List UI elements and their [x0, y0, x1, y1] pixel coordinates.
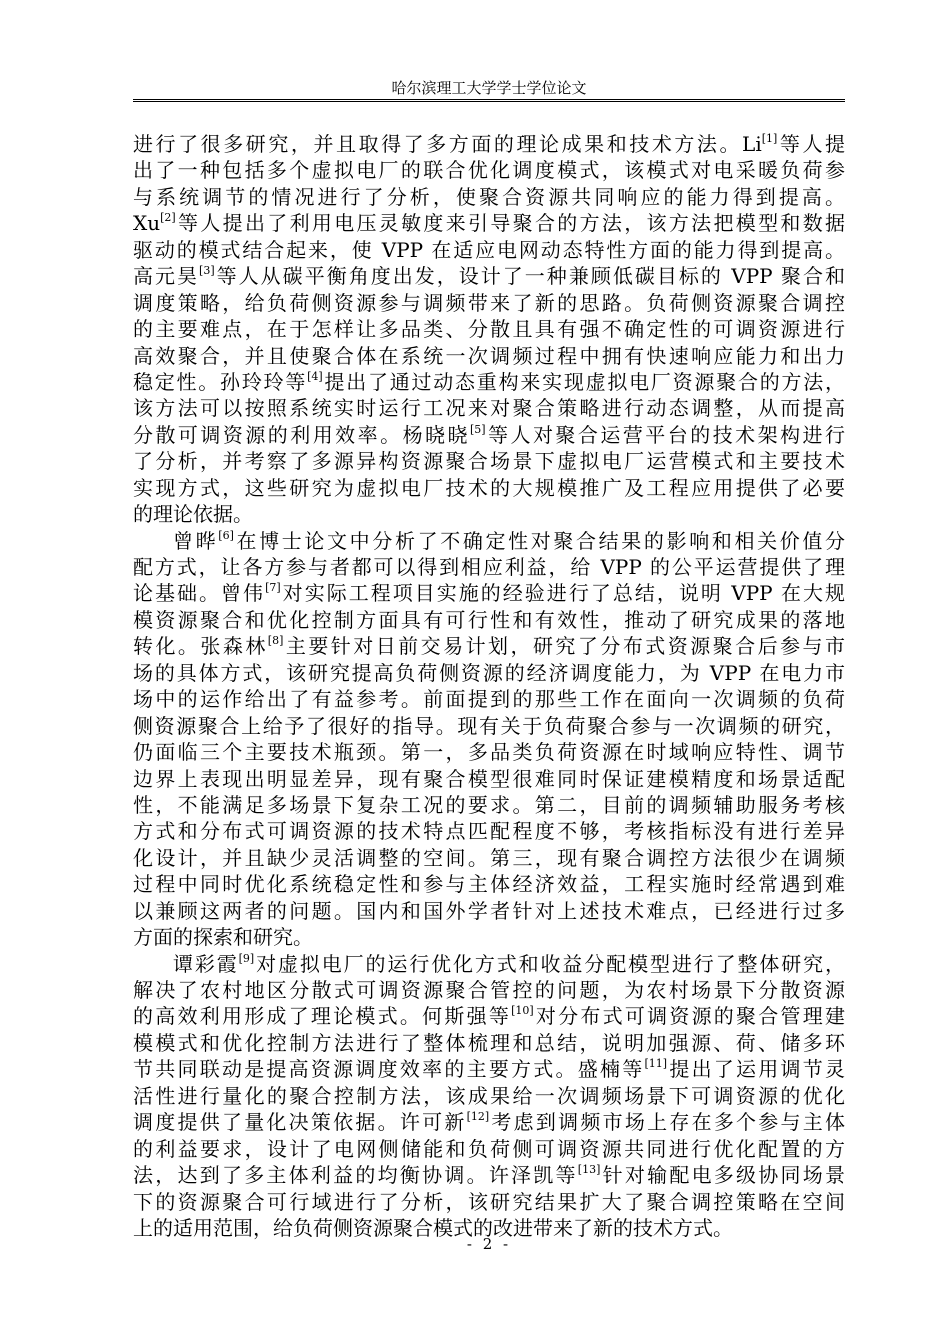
text-line: 性，不能满足多场景下复杂工况的要求。第二，目前的调频辅助服务考核	[133, 792, 845, 817]
text-line: 实现方式，这些研究为虚拟电厂技术的大规模推广及工程应用提供了必要	[133, 475, 845, 500]
text-line: 法，达到了多主体利益的均衡协调。许泽凯等[13]针对输配电多级协同场景	[133, 1163, 846, 1188]
text-line: Xu[2]等人提出了利用电压灵敏度来引导聚合的方法，该方法把模型和数据	[133, 211, 845, 236]
text-line: 方式和分布式可调资源的技术特点匹配程度不够，考核指标没有进行差异	[133, 819, 845, 844]
header-rule	[133, 99, 845, 102]
citation: [10]	[511, 1004, 534, 1018]
body-text	[133, 131, 845, 1241]
citation: [3]	[199, 264, 215, 278]
text-line: 化设计，并且缺少灵活调整的空间。第三，现有聚合调控方法很少在调频	[133, 845, 845, 870]
text-line: 高元昊[3]等人从碳平衡角度出发，设计了一种兼顾低碳目标的 VPP 聚合和	[133, 264, 846, 289]
text-line: 论基础。曾伟[7]对实际工程项目实施的经验进行了总结，说明 VPP 在大规	[133, 581, 846, 606]
text-line: 侧资源聚合上给予了很好的指导。现有关于负荷聚合参与一次调频的研究，	[133, 713, 845, 738]
text-line: 模资源聚合和优化控制方面具有可行性和有效性，推动了研究成果的落地	[133, 607, 845, 632]
text-line: 配方式，让各方参与者都可以得到相应利益，给 VPP 的公平运营提供了理	[133, 555, 845, 579]
text-line: 模模式和优化控制方法进行了整体梳理和总结，说明加强源、荷、储多环	[133, 1030, 845, 1055]
citation: [13]	[577, 1163, 601, 1177]
text-line: 场的具体方式，该研究提高负荷侧资源的经济调度能力，为 VPP 在电力市	[133, 660, 845, 685]
text-line: 分散可调资源的利用效率。杨晓晓[5]等人对聚合运营平台的技术架构进行	[133, 422, 846, 447]
text-line: 过程中同时优化系统稳定性和参与主体经济效益，工程实施时经常遇到难	[133, 872, 845, 897]
text-line: 进行了很多研究，并且取得了多方面的理论成果和技术方法。Li[1]等人提	[133, 132, 846, 156]
text-line: 调度提供了量化决策依据。许可新[12]考虑到调频市场上存在多个参与主体	[133, 1110, 846, 1135]
citation: [8]	[267, 634, 284, 648]
text-line: 出了一种包括多个虚拟电厂的联合优化调度模式，该模式对电采暖负荷参	[133, 158, 845, 183]
citation: [2]	[160, 211, 176, 225]
text-line: 高效聚合，并且使聚合体在系统一次调频过程中拥有快速响应能力和出力	[133, 343, 845, 368]
text-line: 驱动的模式结合起来，使 VPP 在适应电网动态特性方面的能力得到提高。	[133, 237, 845, 262]
text-line: 场中的运作给出了有益参考。前面提到的那些工作在面向一次调频的负荷	[133, 687, 845, 712]
citation: [11]	[644, 1057, 668, 1071]
text-line: 边界上表现出明显差异，现有聚合模型很难同时保证建模精度和场景适配	[133, 766, 845, 791]
running-header: 哈尔滨理工大学学士学位论文	[391, 79, 587, 97]
page-number: - 2 -	[466, 1235, 512, 1253]
text-line: 了分析，并考察了多源异构资源聚合场景下虚拟电厂运营模式和主要技术	[133, 449, 845, 474]
text-line: 的主要难点，在于怎样让多品类、分散且具有强不确定性的可调资源进行	[133, 317, 845, 342]
citation: [1]	[761, 132, 778, 145]
text-line: 方面的探索和研究。	[133, 925, 313, 950]
text-line: 解决了农村地区分散式可调资源聚合管控的问题，为农村场景下分散资源	[133, 978, 845, 1002]
text-line: 该方法可以按照系统实时运行工况来对聚合策略进行动态调整，从而提高	[133, 396, 845, 421]
citation: [4]	[307, 369, 323, 383]
citation: [6]	[218, 528, 234, 542]
text-line: 上的适用范围，给负荷侧资源聚合模式的改进带来了新的技术方式。	[133, 1215, 733, 1240]
text-line: 转化。张森林[8]主要针对日前交易计划，研究了分布式资源聚合后参与市	[133, 634, 846, 659]
text-line: 仍面临三个主要技术瓶颈。第一，多品类负荷资源在时域响应特性、调节	[133, 740, 845, 765]
citation: [5]	[469, 422, 486, 436]
citation: [12]	[466, 1110, 490, 1124]
text-line: 的高效利用形成了理论模式。何斯强等[10]对分布式可调资源的聚合管理建	[133, 1004, 846, 1029]
text-line: 的利益要求，设计了电网侧储能和负荷侧可调资源共同进行优化配置的方	[133, 1136, 845, 1161]
text-line: 曾晔[6]在博士论文中分析了不确定性对聚合结果的影响和相关价值分	[173, 528, 846, 553]
text-line: 谭彩霞[9]对虚拟电厂的运行优化方式和收益分配模型进行了整体研究，	[173, 951, 845, 976]
text-line: 以兼顾这两者的问题。国内和国外学者针对上述技术难点，已经进行过多	[133, 898, 845, 923]
text-line: 节共同联动是提高资源调度效率的主要方式。盛楠等[11]提出了运用调节灵	[133, 1057, 846, 1082]
text-line: 调度策略，给负荷侧资源参与调频带来了新的思路。负荷侧资源聚合调控	[133, 290, 845, 315]
citation: [9]	[238, 951, 255, 965]
text-line: 的理论依据。	[133, 502, 253, 527]
citation: [7]	[265, 581, 281, 595]
text-line: 下的资源聚合可行域进行了分析，该研究结果扩大了聚合调控策略在空间	[133, 1189, 845, 1214]
text-line: 稳定性。孙玲玲等[4]提出了通过动态重构来实现虚拟电厂资源聚合的方法，	[133, 369, 846, 394]
text-line: 活性进行量化的聚合控制方法，该成果给一次调频场景下可调资源的优化	[133, 1083, 845, 1108]
text-line: 与系统调节的情况进行了分析，使聚合资源共同响应的能力得到提高。	[133, 184, 845, 209]
